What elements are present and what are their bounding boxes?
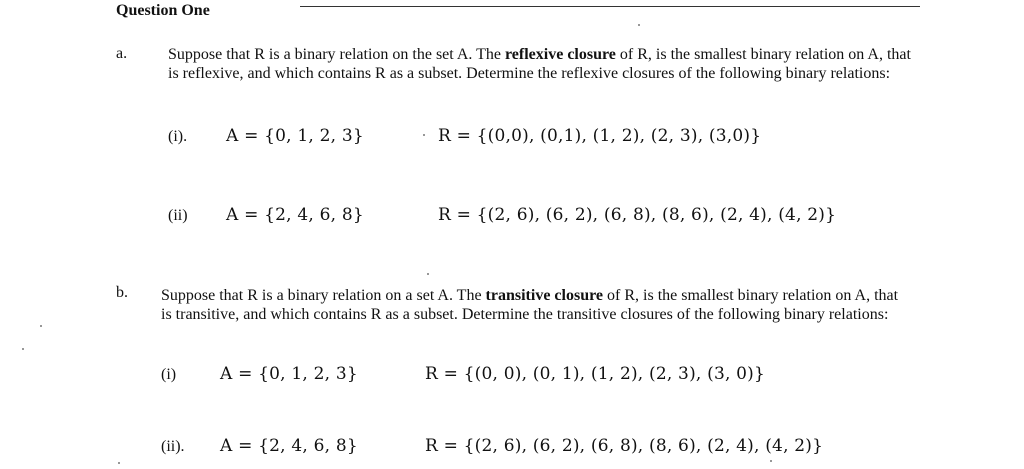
part-b-paragraph: [161, 286, 911, 324]
part-b-label: b.: [116, 284, 128, 301]
part-b-item-1-set-a: A = {0, 1, 2, 3}: [220, 364, 358, 384]
part-b-item-2-set-a: A = {2, 4, 6, 8}: [220, 436, 358, 456]
part-a-text-2: of R, is the smallest binary relation on A, that is reflexive, and which contains R as a subset. Determine the reflexive closures of the following binary relations:: [168, 46, 911, 82]
part-b-bold-term: transitive closure: [485, 287, 604, 304]
part-a-item-1-label: (i).: [168, 128, 188, 145]
part-b-item-1-label: (i): [161, 366, 177, 383]
scan-speck: [118, 462, 120, 464]
part-a-paragraph: [168, 45, 918, 83]
scan-speck: [423, 134, 425, 136]
part-a-text-1: Suppose that R is a binary relation on the set A. The: [168, 46, 505, 63]
part-a-item-1-relation-r: R = {(0,0), (0,1), (1, 2), (2, 3), (3,0)}: [438, 126, 762, 146]
part-b-item-1-relation-r: R = {(0, 0), (0, 1), (1, 2), (2, 3), (3, 0)}: [425, 364, 766, 384]
question-heading: Question One: [116, 2, 210, 19]
part-b-item-2-relation-r: R = {(2, 6), (6, 2), (6, 8), (8, 6), (2, 4), (4, 2)}: [425, 436, 824, 456]
part-a-label: a.: [116, 45, 128, 62]
part-a-item-2-relation-r: R = {(2, 6), (6, 2), (6, 8), (8, 6), (2, 4), (4, 2)}: [438, 205, 837, 225]
part-a-item-2-set-a: A = {2, 4, 6, 8}: [226, 205, 364, 225]
scan-speck: [427, 273, 429, 275]
part-a-bold-term: reflexive closure: [504, 46, 616, 63]
part-b-item-2-label: (ii).: [161, 438, 185, 455]
part-a-item-1-set-a: A = {0, 1, 2, 3}: [226, 126, 364, 146]
part-a-item-2-label: (ii): [168, 207, 188, 224]
scan-speck: [22, 348, 24, 350]
scan-speck: [770, 460, 772, 462]
scan-speck: [40, 325, 42, 327]
part-b-text-2: of R, is the smallest binary relation on A, that is transitive, and which contains R as a subset. Determine the transitive closures of the following binary relations:: [161, 287, 899, 323]
scan-speck: [638, 24, 640, 26]
part-b-text-1: Suppose that R is a binary relation on a set A. The: [161, 287, 486, 304]
heading-rule: [300, 6, 920, 7]
